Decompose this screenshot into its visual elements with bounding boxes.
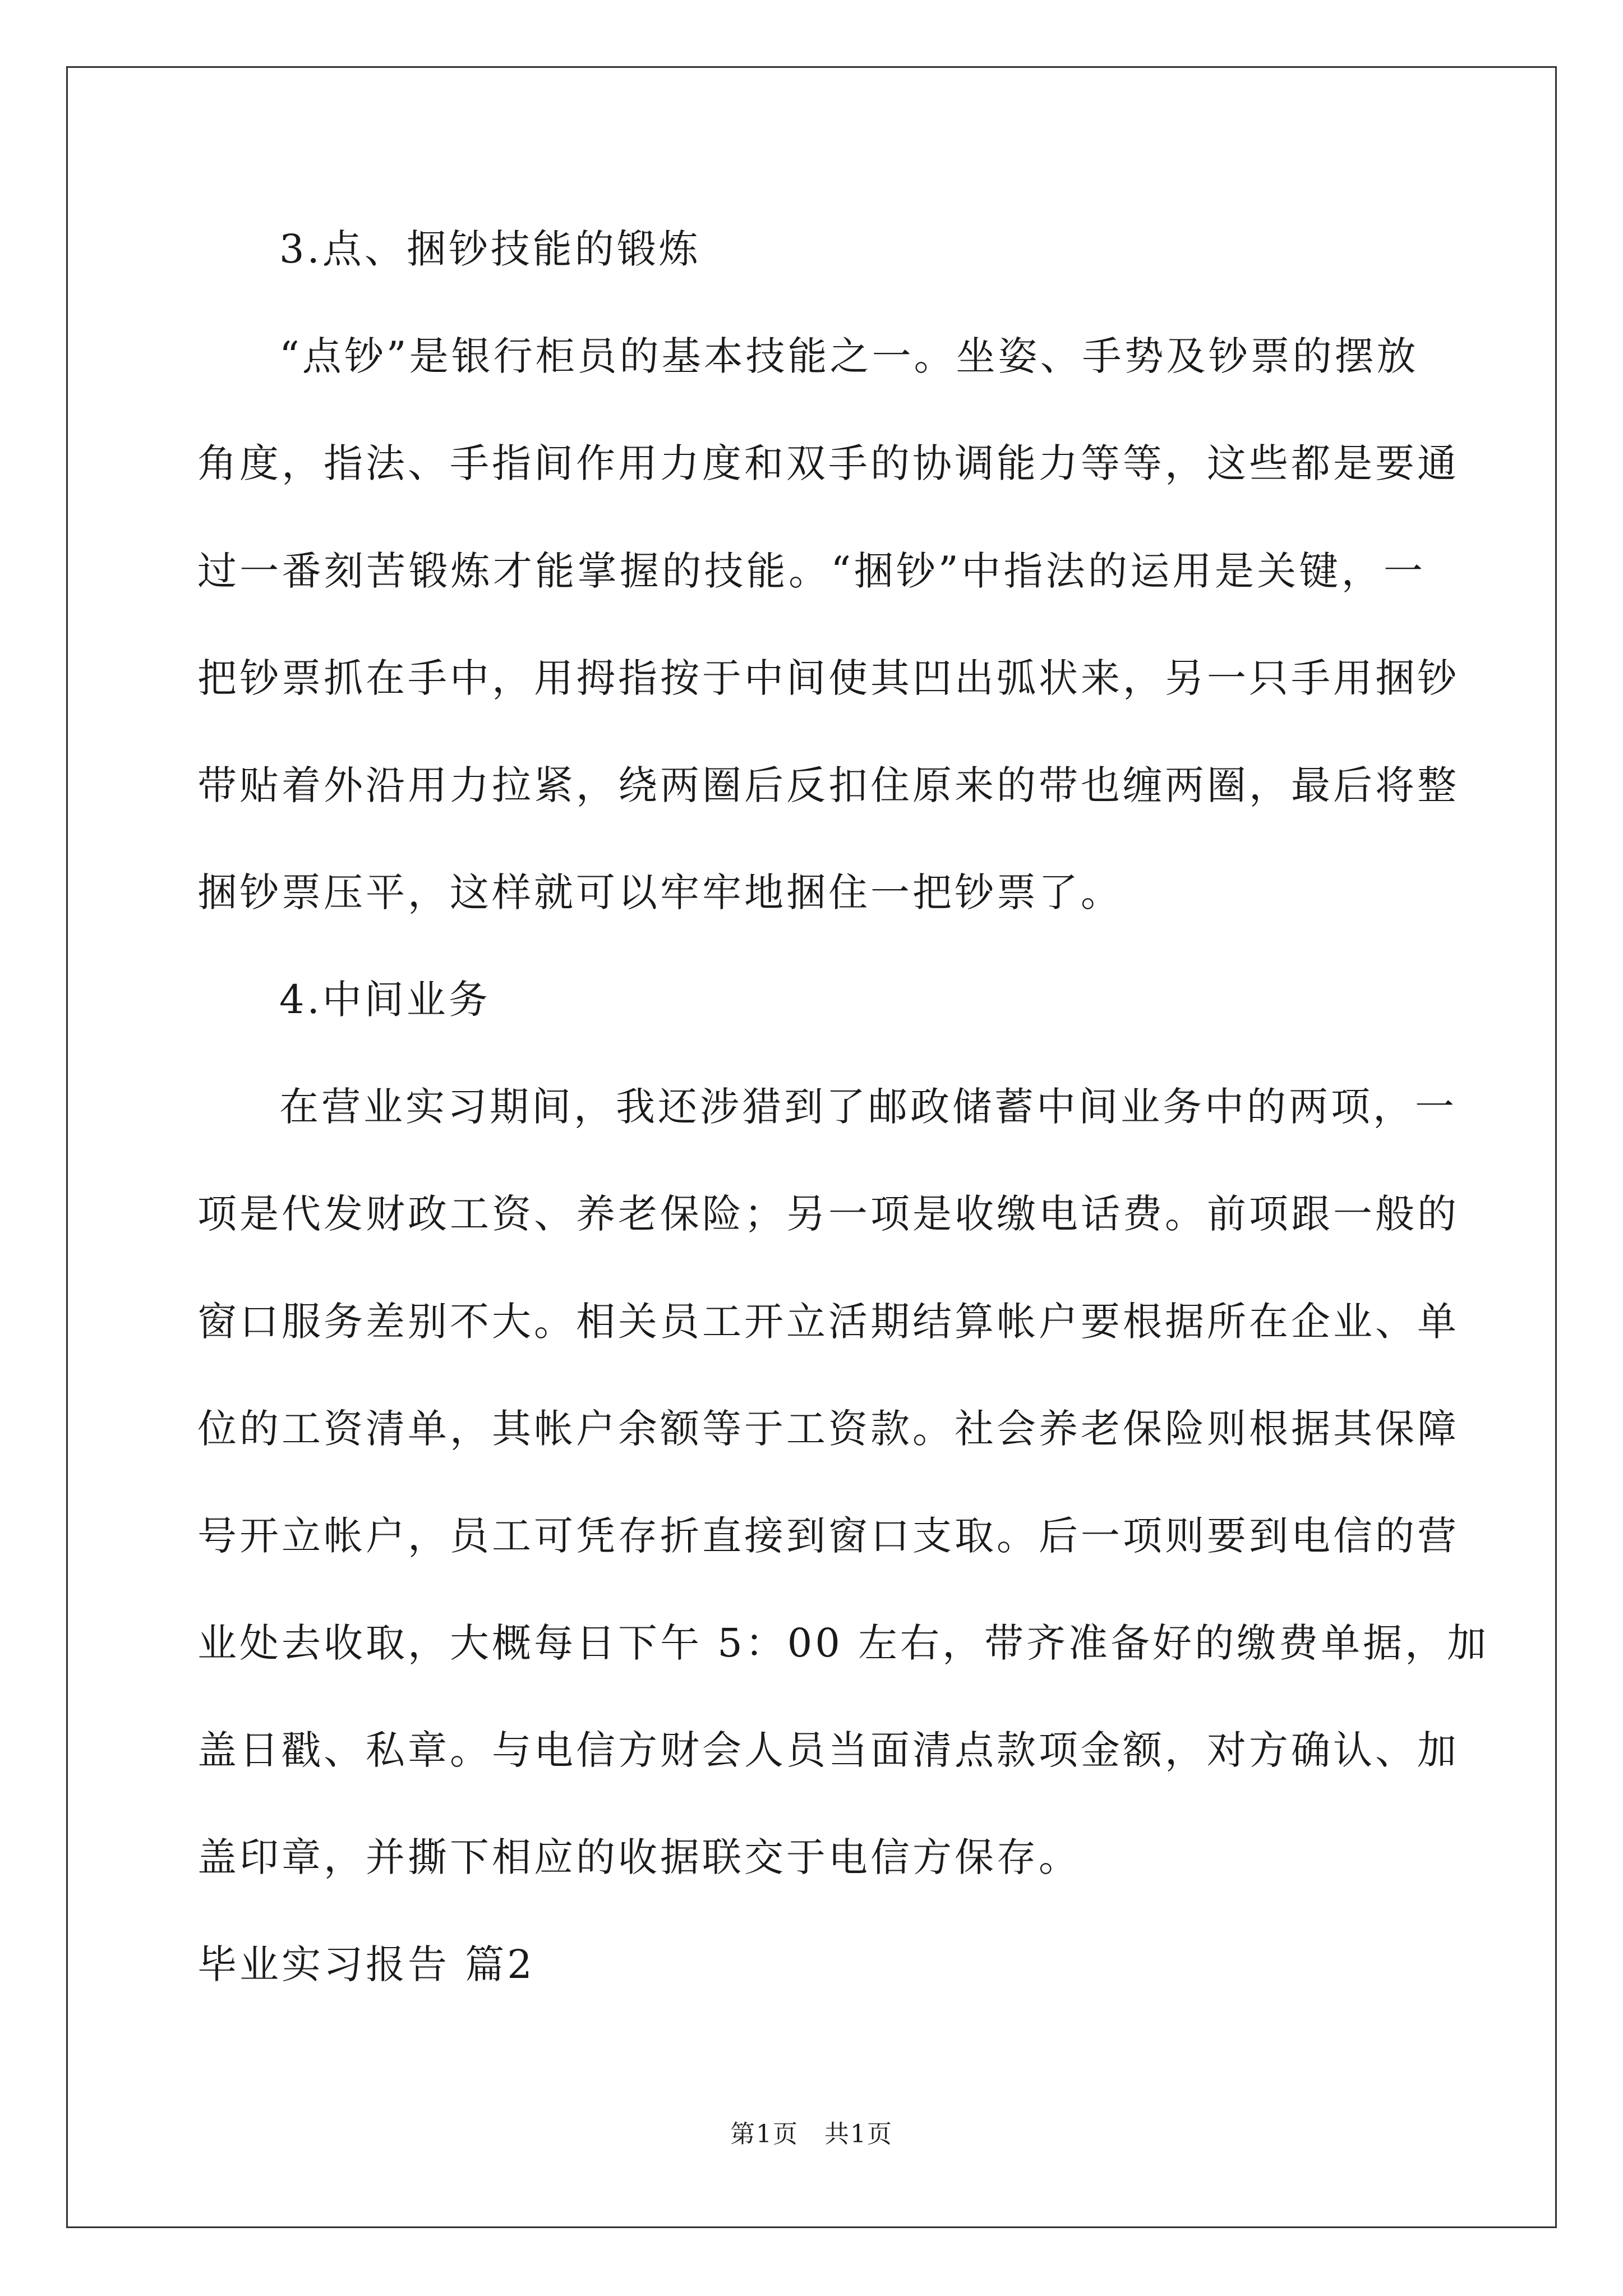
paragraph-line: 位的工资清单，其帐户余额等于工资款。社会养老保险则根据其保障	[197, 1406, 1459, 1452]
paragraph-line: 过一番刻苦锻炼才能掌握的技能。“捆钞”中指法的运用是关键，一	[197, 548, 1426, 594]
paragraph-line: “点钞”是银行柜员的基本技能之一。坐姿、手势及钞票的摆放	[279, 333, 1419, 379]
heading-point-3: 3.点、捆钞技能的锻炼	[279, 226, 701, 272]
paragraph-line: 业处去收取，大概每日下午 5：00 左右，带齐准备好的缴费单据，加	[197, 1620, 1490, 1666]
page-border	[66, 66, 1557, 2228]
paragraph-line: 项是代发财政工资、养老保险；另一项是收缴电话费。前项跟一般的	[197, 1191, 1459, 1237]
paragraph-line: 窗口服务差别不大。相关员工开立活期结算帐户要根据所在企业、单	[197, 1299, 1459, 1345]
paragraph-line: 在营业实习期间，我还涉猎到了邮政储蓄中间业务中的两项，一	[279, 1084, 1457, 1130]
paragraph-line: 把钞票抓在手中，用拇指按于中间使其凹出弧状来，另一只手用捆钞	[197, 655, 1459, 701]
paragraph-line: 角度，指法、手指间作用力度和双手的协调能力等等，这些都是要通	[197, 440, 1459, 486]
paragraph-line: 捆钞票压平，这样就可以牢牢地捆住一把钞票了。	[197, 869, 1123, 915]
section-title: 毕业实习报告 篇2	[197, 1941, 535, 1987]
paragraph-line: 盖印章，并撕下相应的收据联交于电信方保存。	[197, 1834, 1081, 1880]
paragraph-line: 号开立帐户，员工可凭存折直接到窗口支取。后一项则要到电信的营	[197, 1513, 1459, 1559]
paragraph-line: 带贴着外沿用力拉紧，绕两圈后反扣住原来的带也缠两圈，最后将整	[197, 762, 1459, 808]
page-footer: 第1页 共1页	[730, 2120, 893, 2148]
paragraph-line: 盖日戳、私章。与电信方财会人员当面清点款项金额，对方确认、加	[197, 1727, 1459, 1773]
heading-point-4: 4.中间业务	[279, 977, 491, 1023]
